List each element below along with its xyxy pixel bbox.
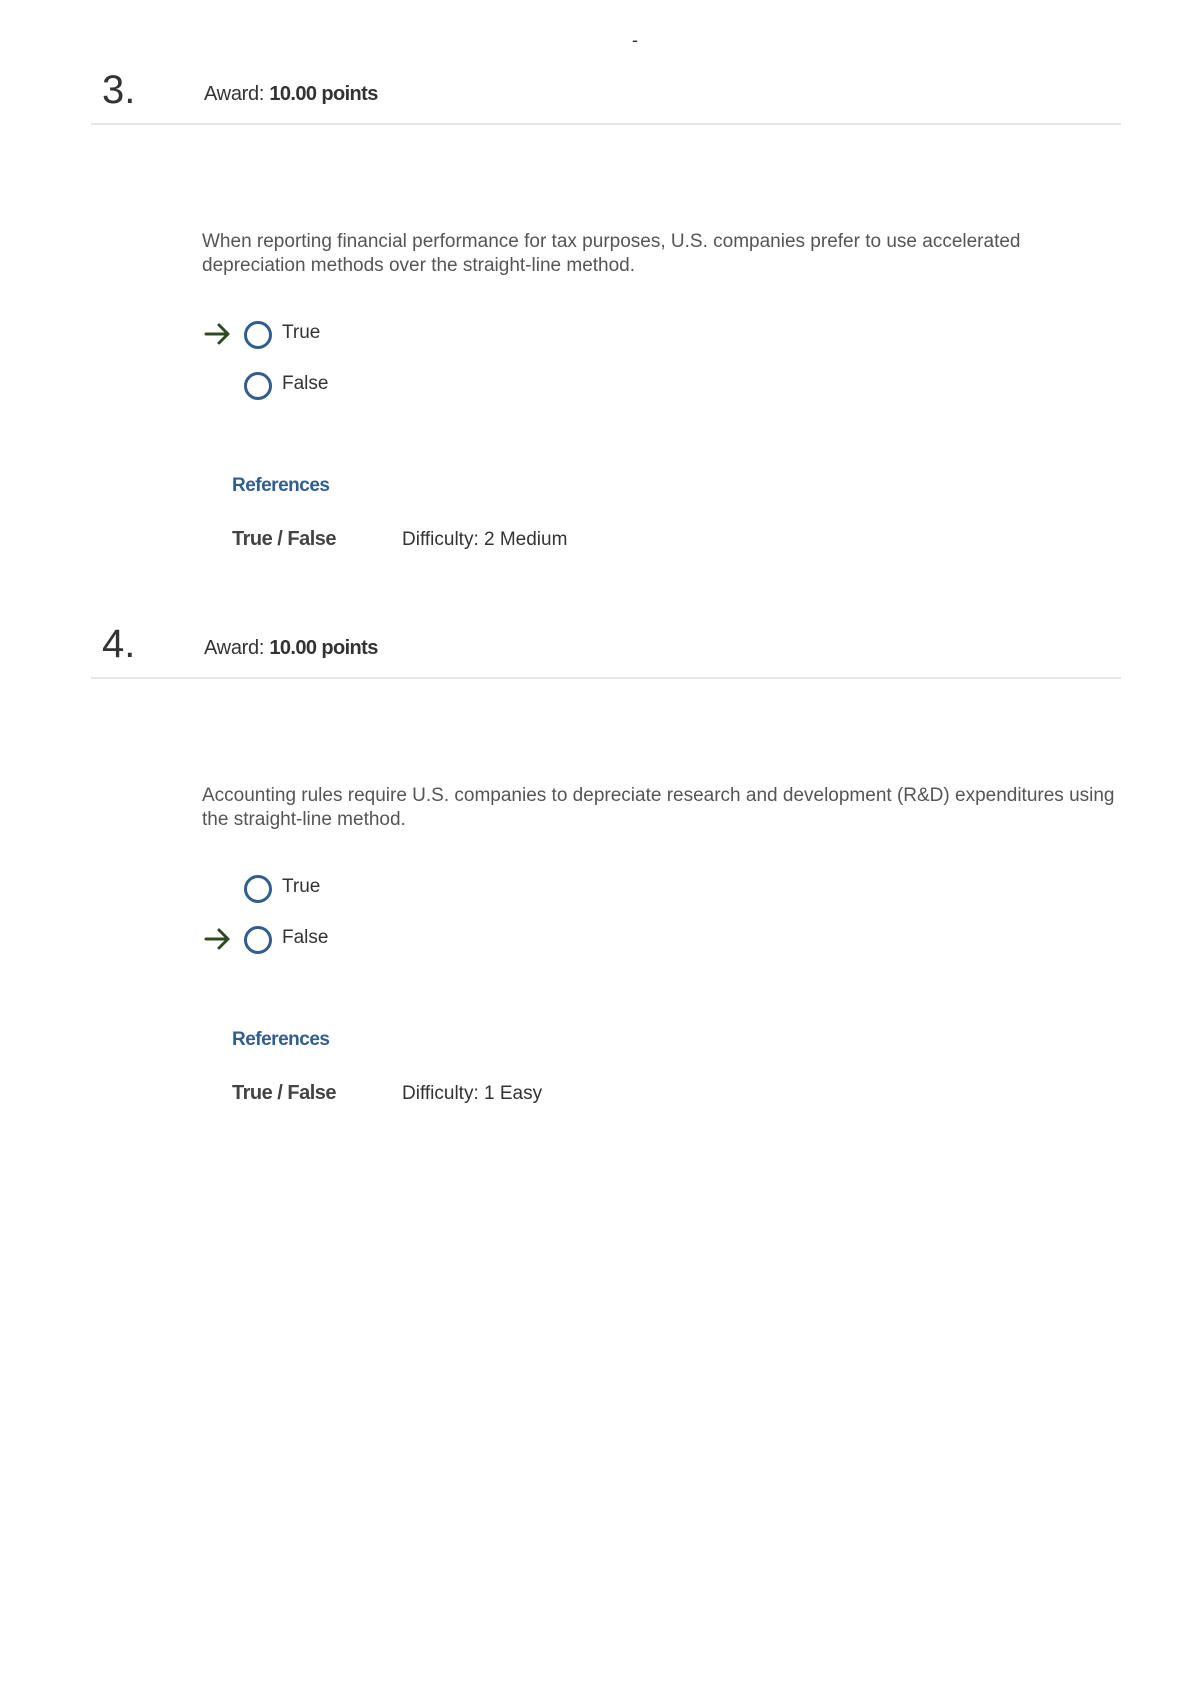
option-false[interactable] — [200, 367, 500, 403]
award-label: Award: — [204, 637, 265, 659]
award-points: 10.00 points — [269, 637, 378, 659]
question-divider — [91, 123, 1121, 125]
question-block-4 — [0, 622, 1190, 1142]
radio-circle-icon[interactable] — [244, 875, 272, 903]
page-top-mark: - — [632, 30, 638, 50]
references-title[interactable]: References — [232, 475, 330, 496]
question-text: When reporting financial performance for tax purposes, U.S. companies prefer to use accelerated depreciation methods over the straight-line method. — [202, 231, 1021, 276]
references-title[interactable]: References — [232, 1029, 330, 1050]
question-type: True / False — [232, 1082, 337, 1104]
radio-circle-icon[interactable] — [244, 926, 272, 954]
question-type: True / False — [232, 528, 337, 550]
right-arrow-icon — [204, 322, 232, 346]
question-number: 4. — [102, 622, 136, 666]
question-number: 3. — [102, 68, 136, 112]
award-line — [204, 83, 378, 106]
award-points: 10.00 points — [269, 83, 378, 105]
option-true[interactable] — [200, 870, 500, 906]
question-divider — [91, 677, 1121, 679]
question-text: Accounting rules require U.S. companies to depreciate research and development (R&D) expenditures using the straight-line method. — [202, 785, 1115, 830]
option-label: True — [282, 876, 321, 897]
radio-circle-icon[interactable] — [244, 321, 272, 349]
option-true[interactable] — [200, 316, 500, 352]
right-arrow-icon — [204, 927, 232, 951]
option-label: False — [282, 373, 329, 394]
difficulty-label: Difficulty: 1 Easy — [402, 1083, 543, 1104]
radio-circle-icon[interactable] — [244, 372, 272, 400]
award-label: Award: — [204, 83, 265, 105]
award-line — [204, 637, 378, 660]
option-label: False — [282, 927, 329, 948]
difficulty-label: Difficulty: 2 Medium — [402, 529, 568, 550]
question-block-3 — [0, 68, 1190, 588]
option-false[interactable] — [200, 921, 500, 957]
option-label: True — [282, 322, 321, 343]
